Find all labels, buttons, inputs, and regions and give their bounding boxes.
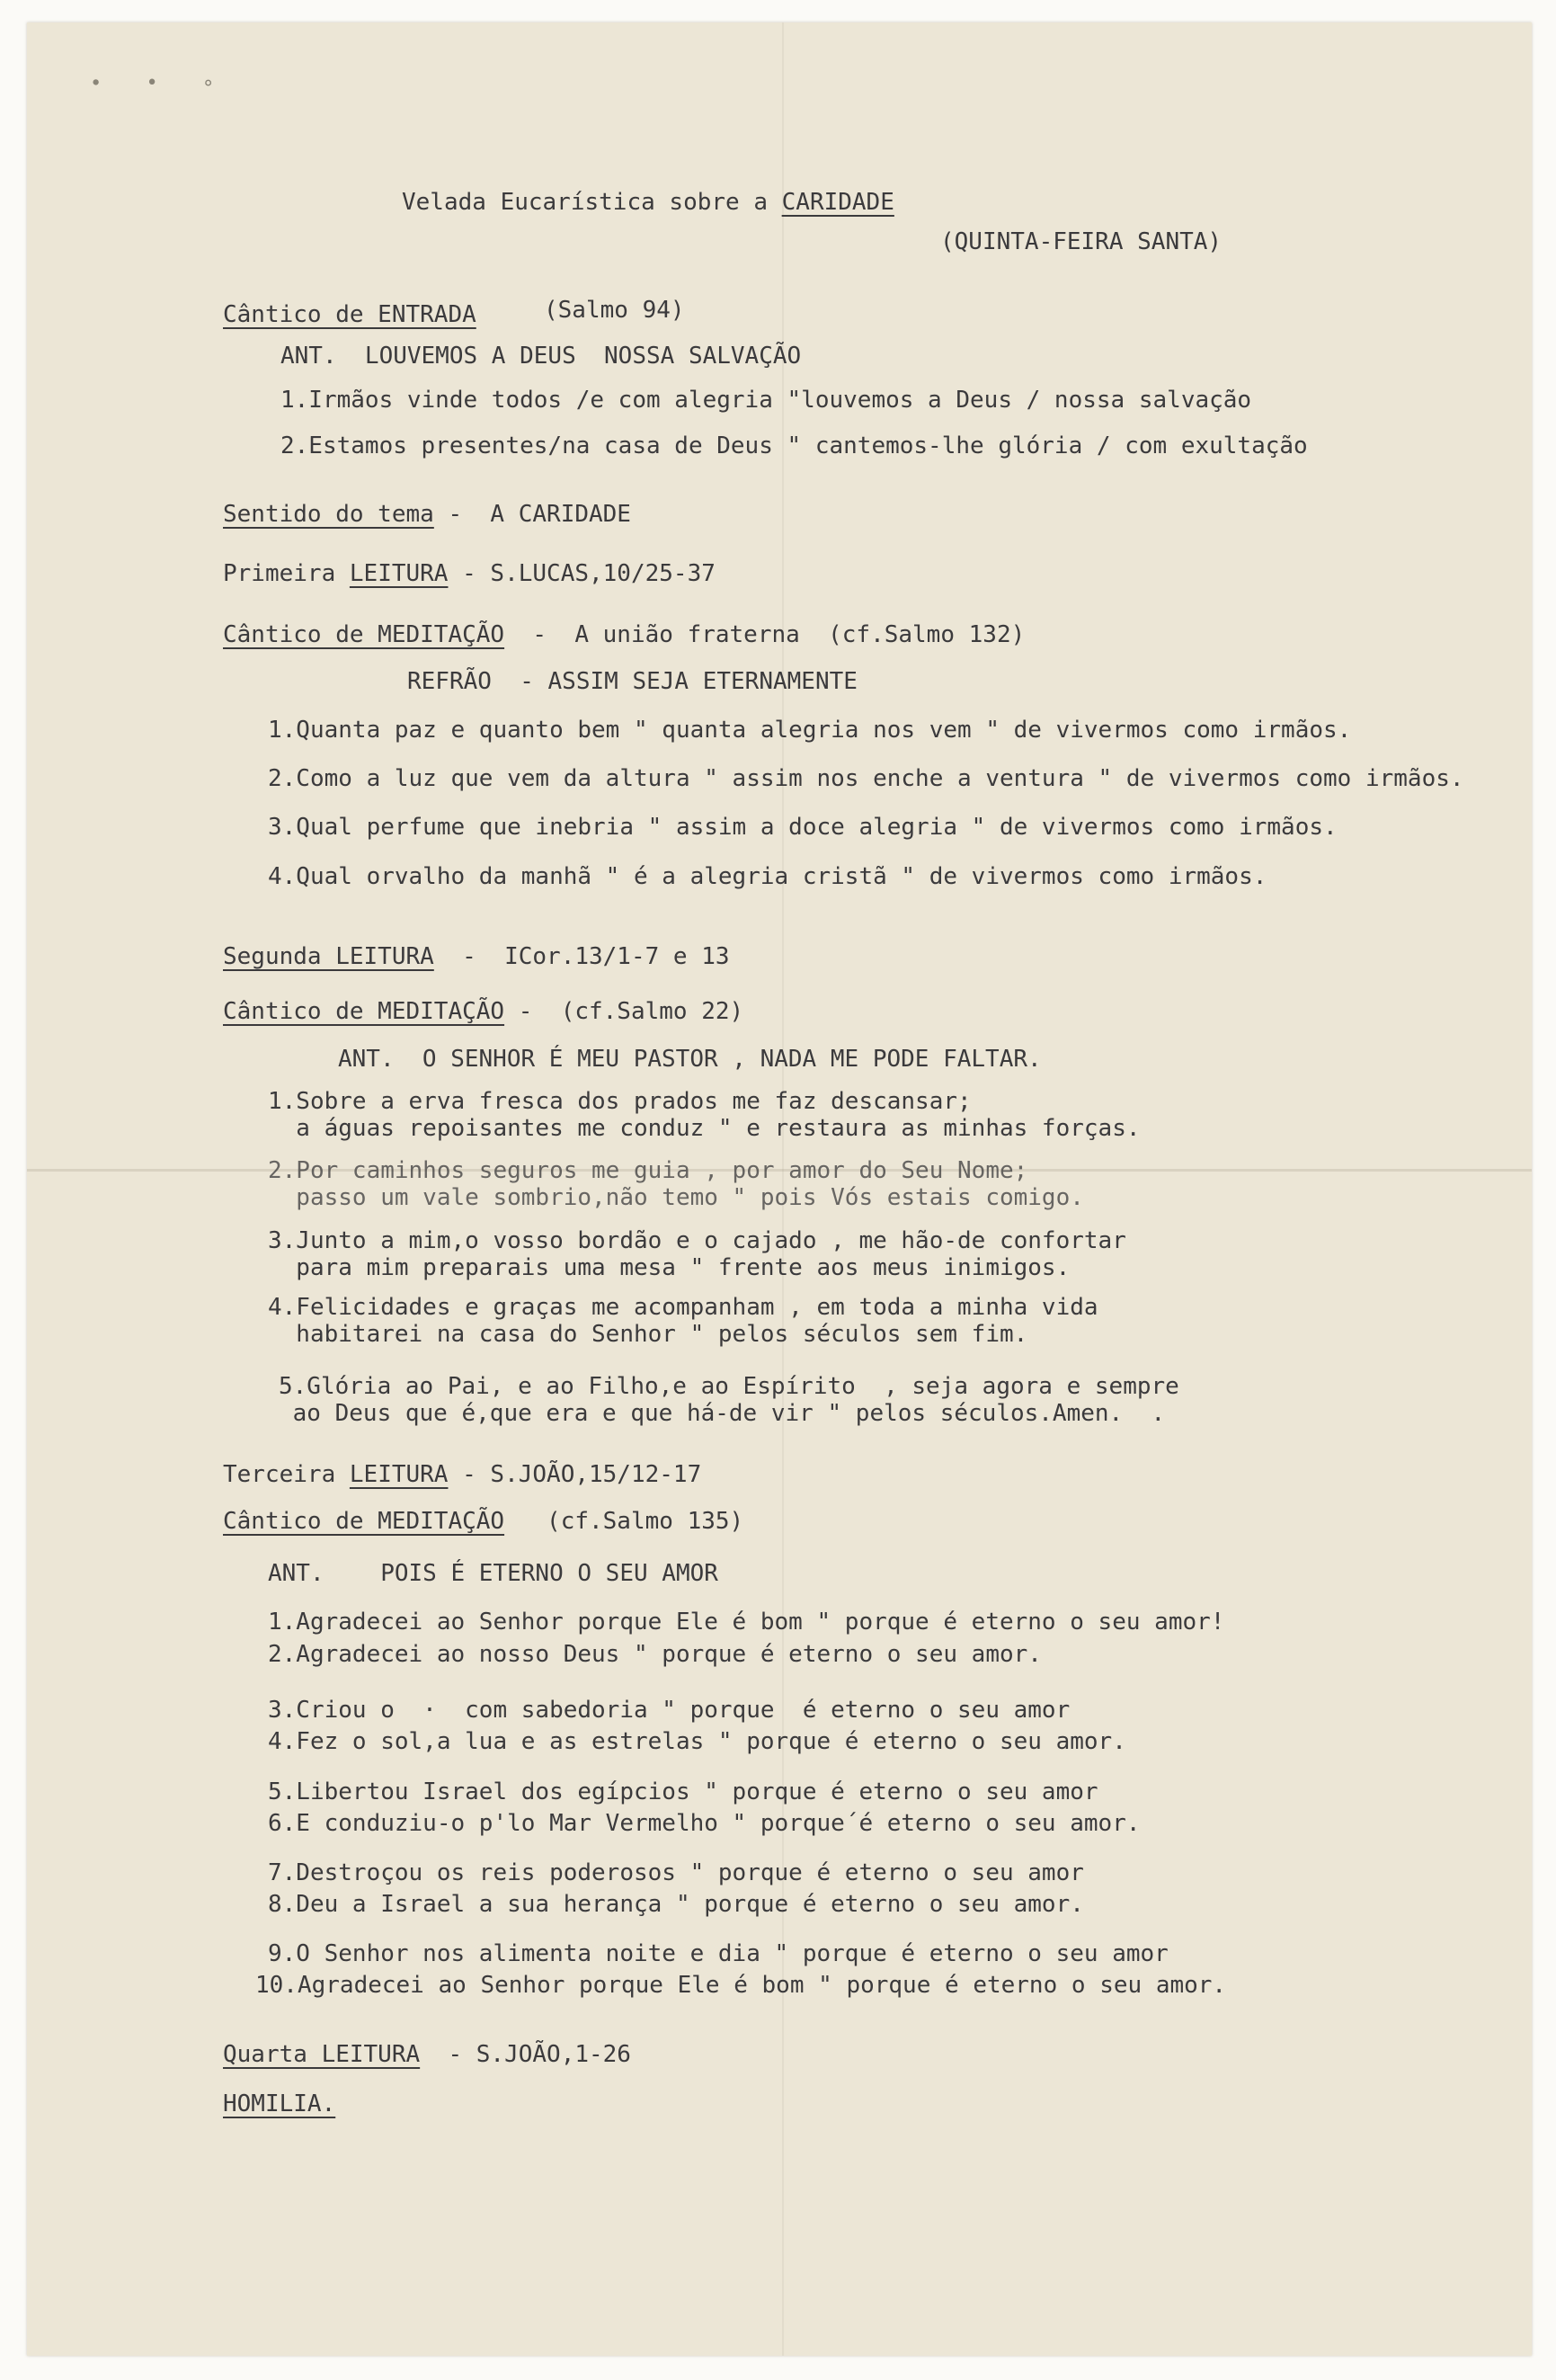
segunda-label: Segunda LEITURA — [223, 943, 434, 970]
meditacao-2-verse-2a: 2.Por caminhos seguros me guia , por amor do Seu Nome; — [268, 1157, 1028, 1184]
primeira-ref: - S.LUCAS,10/25-37 — [448, 560, 716, 587]
title-text: Velada Eucarística sobre a — [402, 189, 782, 216]
meditacao-2-verse-5b: ao Deus que é,que era e que há-de vir " pelos séculos.Amen. . — [279, 1400, 1166, 1427]
meditacao-2-heading: Cântico de MEDITAÇÃO — [223, 998, 505, 1025]
stray-marks: ∙ • ∘ — [90, 72, 231, 94]
paper-sheet — [27, 22, 1532, 2356]
meditacao-1-verse-2: 2.Como a luz que vem da altura " assim nos enche a ventura " de vivermos como irmãos. — [268, 765, 1464, 792]
meditacao-2-verse-1a: 1.Sobre a erva fresca dos prados me faz descansar; — [268, 1088, 972, 1115]
homilia-heading: HOMILIA. — [223, 2090, 336, 2117]
meditacao-2-verse-1b: a águas repoisantes me conduz " e restaura as minhas forças. — [268, 1115, 1141, 1142]
primeira-label-underlined: LEITURA — [349, 560, 449, 587]
meditacao-1-heading: Cântico de MEDITAÇÃO — [223, 621, 505, 648]
entrada-antiphon: ANT. LOUVEMOS A DEUS NOSSA SALVAÇÃO — [280, 343, 802, 370]
primeira-leitura-line — [223, 560, 716, 587]
quarta-label: Quarta LEITURA — [223, 2041, 421, 2068]
quarta-ref: - S.JOÃO,1-26 — [420, 2041, 631, 2068]
meditacao-2-verse-5a: 5.Glória ao Pai, e ao Filho,e ao Espírito , seja agora e sempre — [279, 1373, 1179, 1400]
meditacao-3-verse-1: 1.Agradecei ao Senhor porque Ele é bom " porque é eterno o seu amor! — [268, 1609, 1225, 1636]
meditacao-3-antiphon: ANT. POIS É ETERNO O SEU AMOR — [268, 1560, 718, 1587]
entrada-verse-2: 2.Estamos presentes/na casa de Deus " cantemos-lhe glória / com exultação — [280, 432, 1308, 459]
meditacao-2-line — [223, 998, 743, 1025]
meditacao-3-verse-8: 8.Deu a Israel a sua herança " porque é eterno o seu amor. — [268, 1891, 1084, 1918]
terceira-ref: - S.JOÃO,15/12-17 — [448, 1461, 702, 1488]
meditacao-2-ref: - (cf.Salmo 22) — [504, 998, 744, 1025]
meditacao-3-verse-4: 4.Fez o sol,a lua e as estrelas " porque é eterno o seu amor. — [268, 1728, 1126, 1755]
meditacao-3-verse-5: 5.Libertou Israel dos egípcios " porque é eterno o seu amor — [268, 1778, 1098, 1805]
homilia-line — [223, 2090, 335, 2117]
meditacao-2-verse-4a: 4.Felicidades e graças me acompanham , em toda a minha vida — [268, 1294, 1098, 1321]
entrada-verse-1: 1.Irmãos vinde todos /e com alegria "louvemos a Deus / nossa salvação — [280, 387, 1252, 414]
meditacao-1-ref: - A união fraterna (cf.Salmo 132) — [504, 621, 1026, 648]
terceira-leitura-line — [223, 1461, 701, 1488]
entrada-psalm-ref: (Salmo 94) — [544, 297, 685, 324]
meditacao-3-verse-9: 9.O Senhor nos alimenta noite e dia " porque é eterno o seu amor — [268, 1940, 1169, 1967]
terceira-label-underlined: LEITURA — [349, 1461, 449, 1488]
sentido-line — [223, 501, 631, 528]
document-subtitle: (QUINTA-FEIRA SANTA) — [940, 228, 1223, 255]
meditacao-1-verse-1: 1.Quanta paz e quanto bem " quanta alegria nos vem " de vivermos como irmãos. — [268, 717, 1352, 744]
meditacao-2-antiphon: ANT. O SENHOR É MEU PASTOR , NADA ME PODE FALTAR. — [338, 1046, 1042, 1073]
meditacao-3-verse-10: 10.Agradecei ao Senhor porque Ele é bom " porque é eterno o seu amor. — [255, 1972, 1227, 1999]
document-title — [402, 189, 894, 216]
meditacao-3-ref: (cf.Salmo 135) — [504, 1508, 744, 1535]
entrada-heading-line — [223, 301, 476, 328]
meditacao-2-verse-3a: 3.Junto a mim,o vosso bordão e o cajado , me hão-de confortar — [268, 1227, 1126, 1254]
sentido-heading: Sentido do tema — [223, 501, 434, 528]
meditacao-3-verse-6: 6.E conduziu-o p'lo Mar Vermelho " porque´é eterno o seu amor. — [268, 1810, 1141, 1837]
meditacao-2-verse-2b: passo um vale sombrio,não temo " pois Vós estais comigo. — [268, 1184, 1084, 1211]
entrada-heading: Cântico de ENTRADA — [223, 301, 476, 328]
segunda-leitura-line — [223, 943, 730, 970]
meditacao-3-line — [223, 1508, 743, 1535]
meditacao-1-verse-3: 3.Qual perfume que inebria " assim a doce alegria " de vivermos como irmãos. — [268, 814, 1338, 841]
title-underlined-word: CARIDADE — [781, 189, 894, 216]
meditacao-3-verse-7: 7.Destroçou os reis poderosos " porque é eterno o seu amor — [268, 1859, 1084, 1886]
meditacao-1-refrao: REFRÃO - ASSIM SEJA ETERNAMENTE — [407, 668, 858, 695]
meditacao-3-heading: Cântico de MEDITAÇÃO — [223, 1508, 505, 1535]
quarta-leitura-line — [223, 2041, 631, 2068]
meditacao-2-verse-3b: para mim preparais uma mesa " frente aos meus inimigos. — [268, 1254, 1071, 1281]
segunda-ref: - ICor.13/1-7 e 13 — [433, 943, 730, 970]
meditacao-1-verse-4: 4.Qual orvalho da manhã " é a alegria cristã " de vivermos como irmãos. — [268, 863, 1267, 890]
primeira-label: Primeira — [223, 560, 350, 587]
sentido-theme: - A CARIDADE — [433, 501, 631, 528]
meditacao-1-line — [223, 621, 1025, 648]
meditacao-2-verse-4b: habitarei na casa do Senhor " pelos séculos sem fim. — [268, 1321, 1028, 1348]
meditacao-3-verse-3: 3.Criou o · com sabedoria " porque é eterno o seu amor — [268, 1697, 1071, 1724]
terceira-label: Terceira — [223, 1461, 350, 1488]
meditacao-3-verse-2: 2.Agradecei ao nosso Deus " porque é eterno o seu amor. — [268, 1641, 1042, 1668]
